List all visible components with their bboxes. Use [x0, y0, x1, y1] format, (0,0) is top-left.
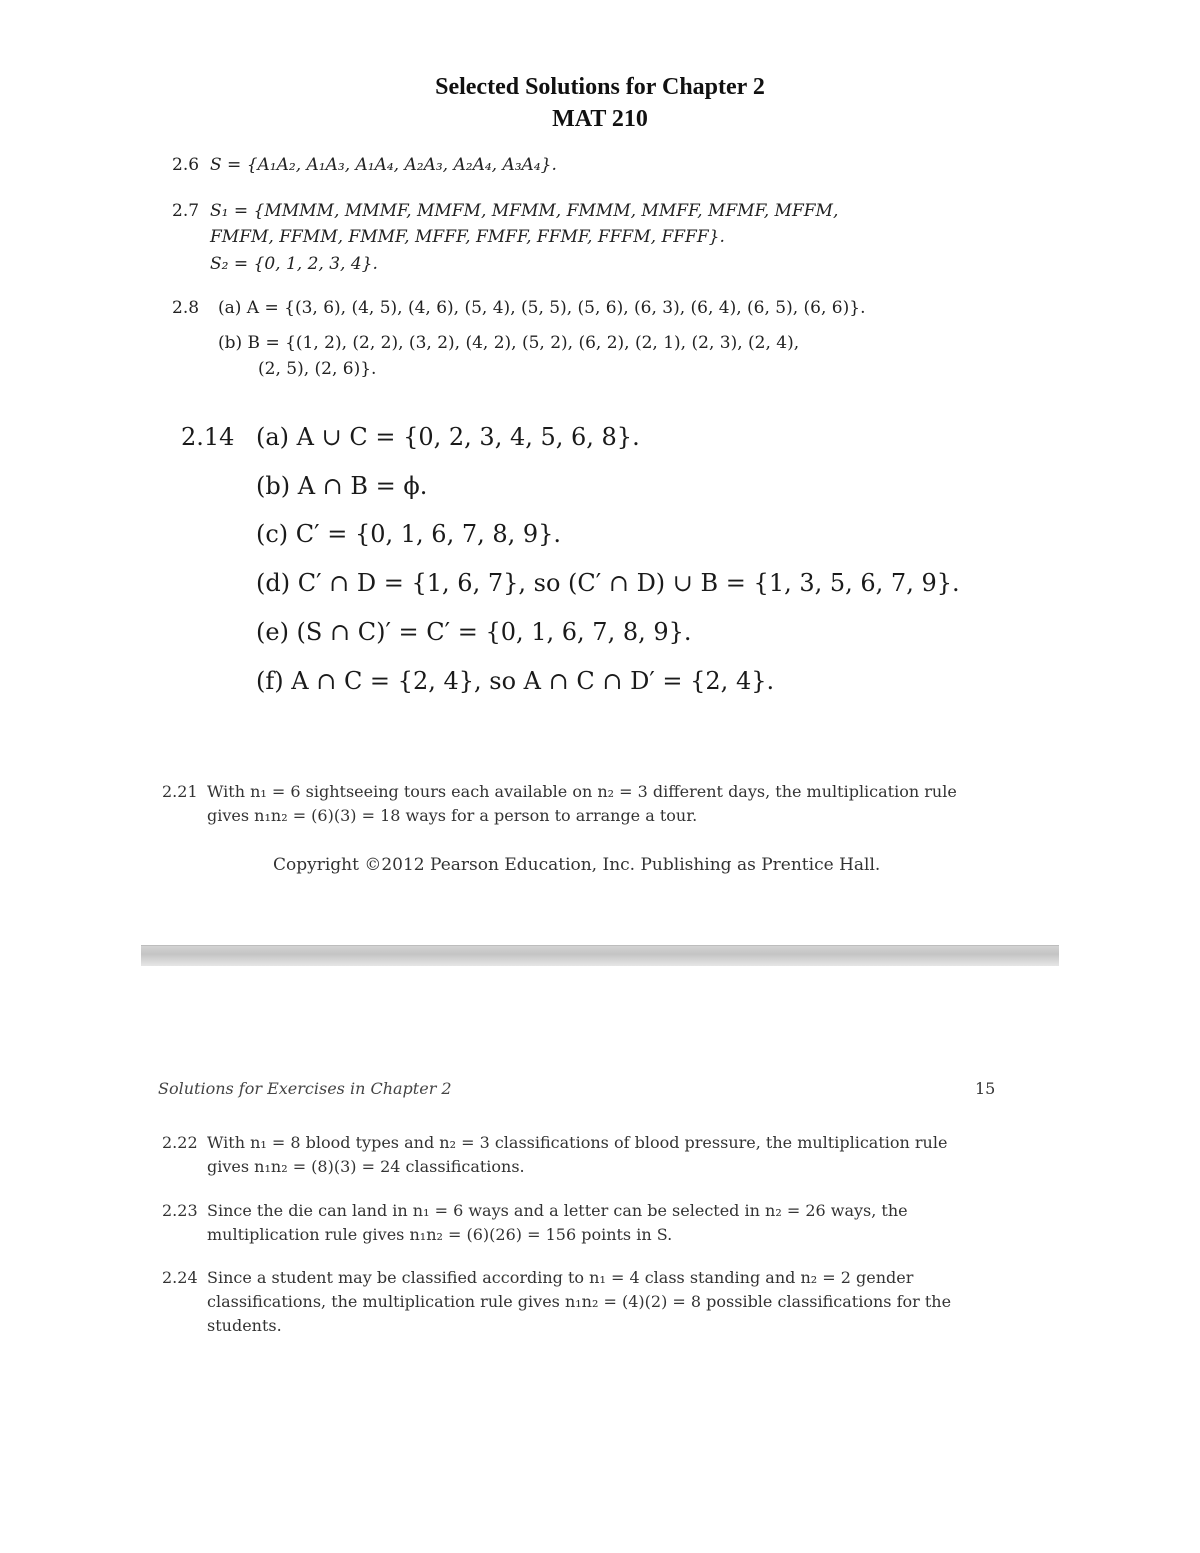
- problem-2-21-line-1: With n₁ = 6 sightseeing tours each available on n₂ = 3 different days, the multiplication rule: [207, 782, 957, 801]
- problem-2-22-line-1: With n₁ = 8 blood types and n₂ = 3 classifications of blood pressure, the multiplication rule: [207, 1133, 948, 1152]
- problem-2-24-line-3: students.: [207, 1316, 282, 1335]
- problem-2-6-answer: S = {A₁A₂, A₁A₃, A₁A₄, A₂A₃, A₂A₄, A₃A₄}.: [210, 155, 557, 175]
- problem-2-14-part-d: (d) C′ ∩ D = {1, 6, 7}, so (C′ ∩ D) ∪ B = {1, 3, 5, 6, 7, 9}.: [256, 569, 960, 597]
- problem-2-23-line-1: Since the die can land in n₁ = 6 ways and a letter can be selected in n₂ = 26 ways, the: [207, 1201, 908, 1220]
- page-title: Selected Solutions for Chapter 2: [435, 74, 765, 100]
- page-number: 15: [975, 1079, 996, 1098]
- problem-2-22-line-2: gives n₁n₂ = (8)(3) = 24 classifications.: [207, 1157, 525, 1176]
- problem-2-21-line-2: gives n₁n₂ = (6)(3) = 18 ways for a person to arrange a tour.: [207, 806, 698, 825]
- course-code: MAT 210: [552, 106, 648, 132]
- problem-2-14-part-a: (a) A ∪ C = {0, 2, 3, 4, 5, 6, 8}.: [256, 423, 640, 451]
- problem-2-24-number: 2.24: [162, 1268, 198, 1287]
- page-divider: [141, 945, 1059, 966]
- problem-2-7-line-2: FMFM, FFMM, FMMF, MFFF, FMFF, FFMF, FFFM, FFFF}.: [210, 227, 725, 247]
- problem-2-24-line-1: Since a student may be classified according to n₁ = 4 class standing and n₂ = 2 gender: [207, 1268, 914, 1287]
- problem-2-23-number: 2.23: [162, 1201, 198, 1220]
- problem-2-8-part-a: (a) A = {(3, 6), (4, 5), (4, 6), (5, 4), (5, 5), (5, 6), (6, 3), (6, 4), (6, 5), (6, 6)}.: [218, 298, 866, 318]
- problem-2-7-number: 2.7: [172, 201, 200, 221]
- problem-2-24-line-2: classifications, the multiplication rule gives n₁n₂ = (4)(2) = 8 possible classifications for the: [207, 1292, 952, 1311]
- running-header: Solutions for Exercises in Chapter 2: [158, 1079, 452, 1098]
- problem-2-7-line-1: S₁ = {MMMM, MMMF, MMFM, MFMM, FMMM, MMFF, MFMF, MFFM,: [210, 201, 839, 221]
- problem-2-8-part-b-line-1: (b) B = {(1, 2), (2, 2), (3, 2), (4, 2), (5, 2), (6, 2), (2, 1), (2, 3), (2, 4),: [218, 333, 800, 353]
- problem-2-23-line-2: multiplication rule gives n₁n₂ = (6)(26) = 156 points in S.: [207, 1225, 673, 1244]
- problem-2-14-part-e: (e) (S ∩ C)′ = C′ = {0, 1, 6, 7, 8, 9}.: [256, 618, 692, 646]
- problem-2-6-number: 2.6: [172, 155, 200, 175]
- problem-2-14-part-c: (c) C′ = {0, 1, 6, 7, 8, 9}.: [256, 520, 562, 548]
- problem-2-21-number: 2.21: [162, 782, 198, 801]
- problem-2-14-part-f: (f) A ∩ C = {2, 4}, so A ∩ C ∩ D′ = {2, 4}.: [256, 667, 775, 695]
- copyright-notice: Copyright ©2012 Pearson Education, Inc. Publishing as Prentice Hall.: [273, 855, 881, 875]
- problem-2-22-number: 2.22: [162, 1133, 198, 1152]
- problem-2-8-number: 2.8: [172, 298, 200, 318]
- problem-2-8-part-b-line-2: (2, 5), (2, 6)}.: [258, 359, 377, 379]
- problem-2-14-part-b: (b) A ∩ B = ϕ.: [256, 472, 428, 500]
- problem-2-7-line-3: S₂ = {0, 1, 2, 3, 4}.: [210, 254, 378, 274]
- problem-2-14-number: 2.14: [181, 423, 235, 451]
